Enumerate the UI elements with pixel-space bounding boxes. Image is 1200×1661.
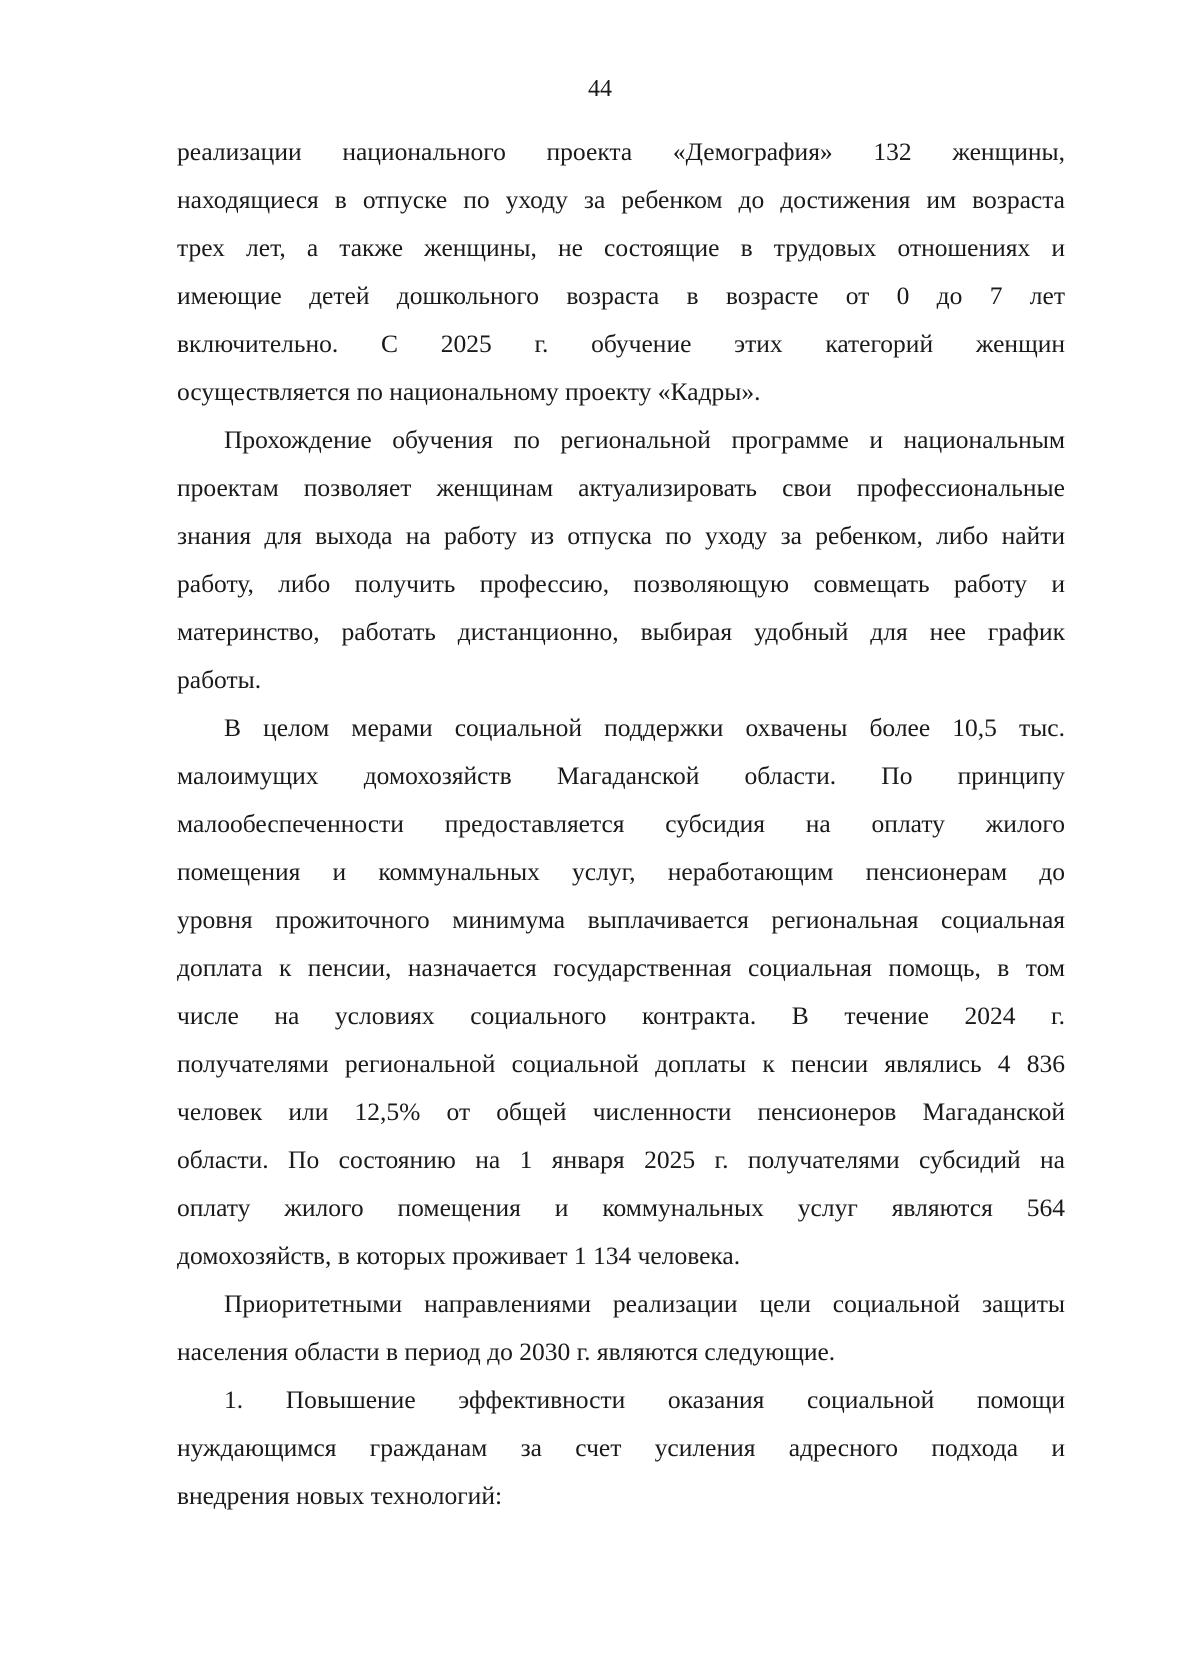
text-line: нуждающимся гражданам за счет усиления адресного подхода и <box>177 1433 1065 1462</box>
text-line: внедрения новых технологий: <box>177 1481 503 1510</box>
text-line: Прохождение обучения по региональной программе и национальным <box>224 425 1065 454</box>
text-line: знания для выхода на работу из отпуска по уходу за ребенком, либо найти <box>177 521 1065 550</box>
text-line: работу, либо получить профессию, позволяющую совмещать работу и <box>177 569 1065 598</box>
text-line: осуществляется по национальному проекту «Кадры». <box>177 377 761 406</box>
text-line: малообеспеченности предоставляется субсидия на оплату жилого <box>177 809 1065 838</box>
text-line: помещения и коммунальных услуг, неработающим пенсионерам до <box>177 857 1065 886</box>
paragraph-item-1 <box>177 1376 1065 1520</box>
text-line: Приоритетными направлениями реализации цели социальной защиты <box>224 1289 1065 1318</box>
text-line: материнство, работать дистанционно, выбирая удобный для нее график <box>177 617 1065 646</box>
text-line: получателями региональной социальной доплаты к пенсии являлись 4 836 <box>177 1049 1065 1078</box>
text-line: малоимущих домохозяйств Магаданской области. По принципу <box>177 761 1065 790</box>
text-line: находящиеся в отпуске по уходу за ребенком до достижения им возраста <box>177 185 1065 214</box>
text-line: населения области в период до 2030 г. являются следующие. <box>177 1337 836 1366</box>
page-number: 44 <box>588 76 612 102</box>
text-line: работы. <box>177 665 262 694</box>
text-line: включительно. С 2025 г. обучение этих категорий женщин <box>177 329 1065 358</box>
text-line: области. По состоянию на 1 января 2025 г. получателями субсидий на <box>177 1145 1065 1174</box>
text-line: человек или 12,5% от общей численности пенсионеров Магаданской <box>177 1097 1065 1126</box>
paragraph-demography <box>177 128 1065 416</box>
paragraph-priorities <box>177 1280 1065 1376</box>
document-body <box>177 128 1065 1520</box>
text-line: проектам позволяет женщинам актуализировать свои профессиональные <box>177 473 1065 502</box>
text-line: В целом мерами социальной поддержки охвачены более 10,5 тыс. <box>224 713 1065 742</box>
text-line: имеющие детей дошкольного возраста в возрасте от 0 до 7 лет <box>177 281 1065 310</box>
text-line: доплата к пенсии, назначается государственная социальная помощь, в том <box>177 953 1065 982</box>
paragraph-social-support <box>177 704 1065 1280</box>
text-line: уровня прожиточного минимума выплачивается региональная социальная <box>177 905 1065 934</box>
text-line: трех лет, а также женщины, не состоящие в трудовых отношениях и <box>177 233 1065 262</box>
text-line: реализации национального проекта «Демография» 132 женщины, <box>177 137 1065 166</box>
text-line: оплату жилого помещения и коммунальных услуг являются 564 <box>177 1193 1065 1222</box>
text-line: числе на условиях социального контракта. В течение 2024 г. <box>177 1001 1065 1030</box>
text-line: домохозяйств, в которых проживает 1 134 человека. <box>177 1241 741 1270</box>
paragraph-training <box>177 416 1065 704</box>
text-line: 1. Повышение эффективности оказания социальной помощи <box>224 1385 1065 1414</box>
